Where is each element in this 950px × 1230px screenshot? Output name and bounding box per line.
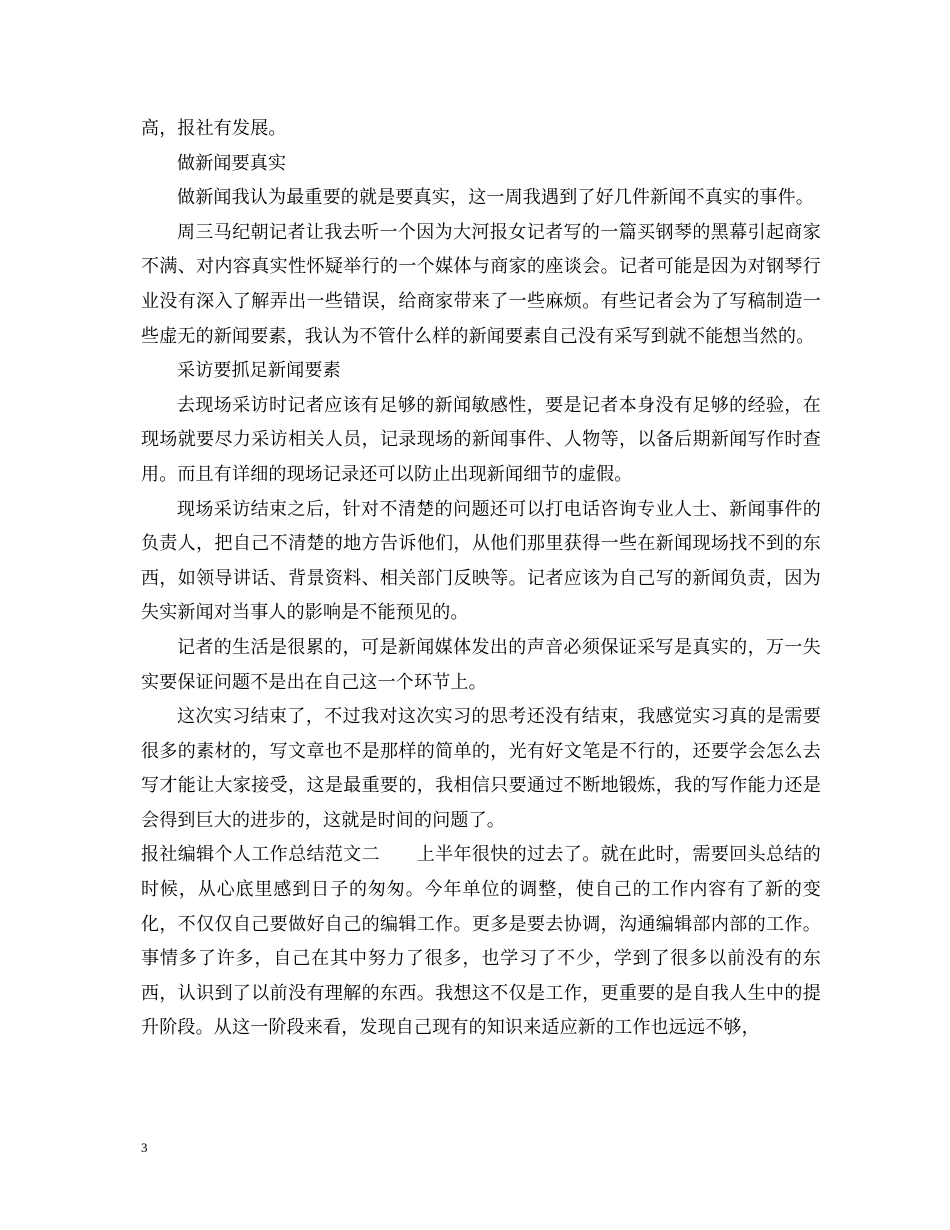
paragraph-sample-two: 报社编辑个人工作总结范文二 上半年很快的过去了。就在此时，需要回头总结的时候，从心底里感到日子的匆匆。今年单位的调整，使自己的工作内容有了新的变化，不仅仅自己要做好自己的编辑工作。更多是要去协调，沟通编辑部内部的工作。事情多了许多，自己在其中努力了很多，也学习了不少，学到了很多以前没有的东西，认识到了以前没有理解的东西。我想这不仅是工作，更重要的是自我人生中的提升阶段。从这一阶段来看，发现自己现有的知识来适应新的工作也远远不够， <box>141 844 821 1039</box>
section-heading-truthful-news: 做新闻要真实 <box>177 152 287 174</box>
body-text <box>141 112 821 1046</box>
paragraph-follow-up: 现场采访结束之后，针对不清楚的问题还可以打电话咨询专业人士、新闻事件的负责人，把自己不清楚的地方告诉他们，从他们那里获得一些在新闻现场找不到的东西，如领导讲话、背景资料、相关部门反映等。记者应该为自己写的新闻负责，因为失实新闻对当事人的影响是不能预见的。 <box>141 498 821 624</box>
page-number: 3 <box>141 1140 148 1155</box>
paragraph-internship-end: 这次实习结束了，不过我对这次实习的思考还没有结束，我感觉实习真的是需要很多的素材的，写文章也不是那样的简单的，光有好文笔是不行的，还要学会怎么去写才能让大家接受，这是最重要的，我相信只要通过不断地锻炼，我的写作能力还是会得到巨大的进步的，这就是时间的问题了。 <box>141 706 821 831</box>
paragraph-news-sensitivity: 去现场采访时记者应该有足够的新闻敏感性，要是记者本身没有足够的经验，在现场就要尽力采访相关人员，记录现场的新闻事件、人物等，以备后期新闻写作时查用。而且有详细的现场记录还可以防止出现新闻细节的虚假。 <box>141 394 821 485</box>
section-heading-news-elements: 采访要抓足新闻要素 <box>177 360 341 382</box>
paragraph-piano-forum: 周三马纪朝记者让我去听一个因为大河报女记者写的一篇买钢琴的黑幕引起商家不满、对内容真实性怀疑举行的一个媒体与商家的座谈会。记者可能是因为对钢琴行业没有深入了解弄出一些错误，给商家带来了一些麻烦。有些记者会为了写稿制造一些虚无的新闻要素，我认为不管什么样的新闻要素自己没有采写到就不能想当然的。 <box>141 221 821 347</box>
paragraph-truthfulness: 做新闻我认为最重要的就是要真实，这一周我遇到了好几件新闻不真实的事件。 <box>177 187 814 209</box>
paragraph-reporter-life: 记者的生活是很累的，可是新闻媒体发出的声音必须保证采写是真实的，万一失实要保证问题不是出在自己这一个环节上。 <box>141 636 821 693</box>
paragraph-continuation: 高，报社有发展。 <box>141 118 287 139</box>
